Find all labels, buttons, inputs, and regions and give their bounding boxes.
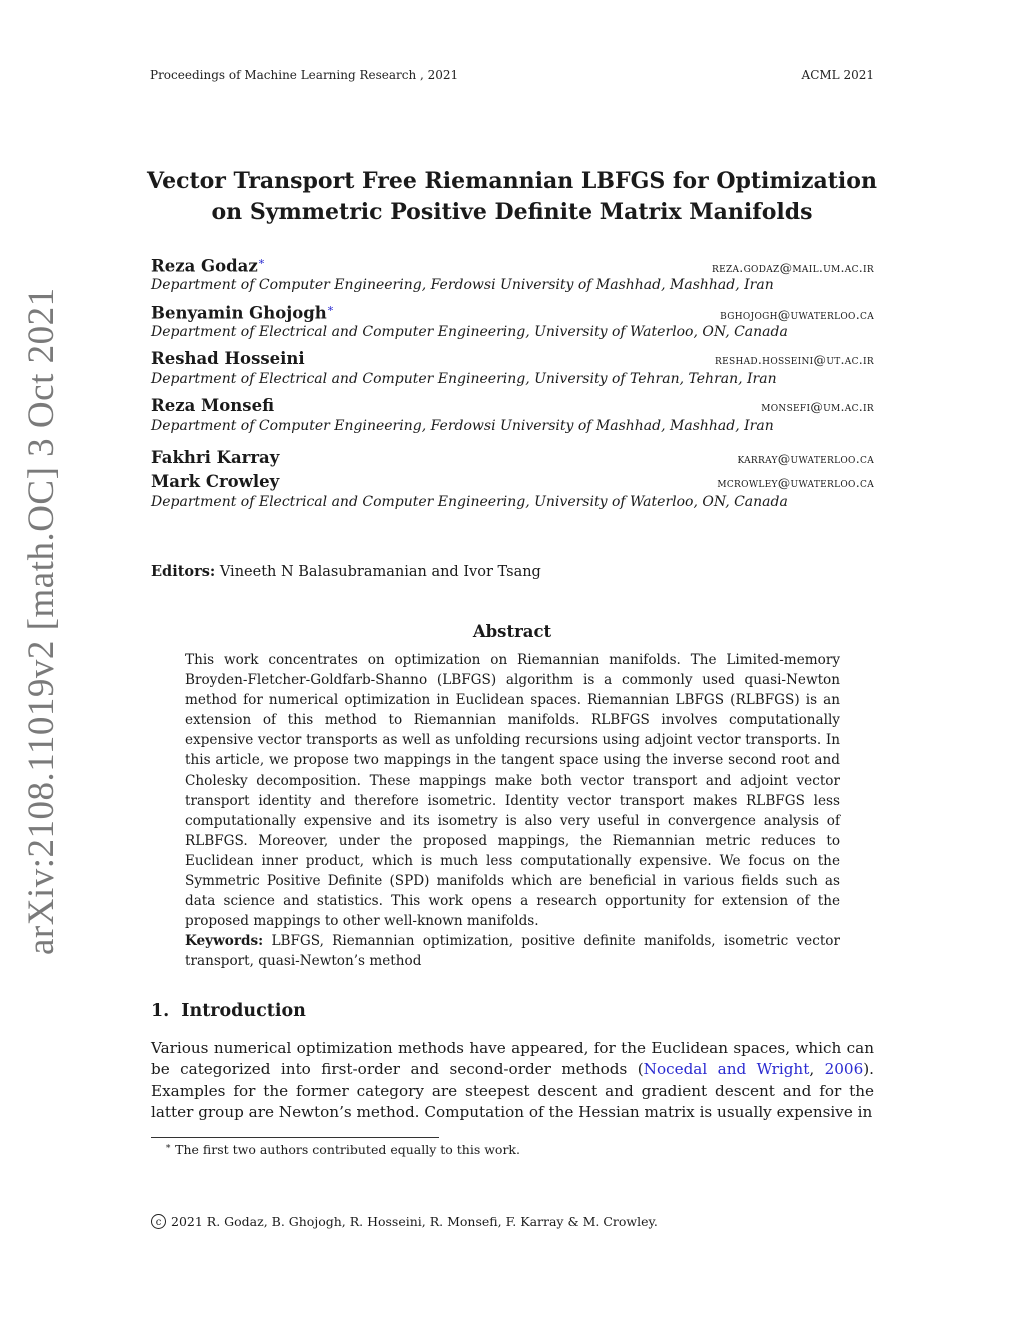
footnote-mark: ∗ bbox=[165, 1142, 172, 1152]
author-affiliation: Department of Computer Engineering, Ferdowsi University of Mashhad, Mashhad, Iran bbox=[151, 277, 774, 293]
equal-contribution-mark: ∗ bbox=[326, 302, 335, 315]
copyright-line bbox=[151, 1214, 658, 1229]
header-conference: ACML 2021 bbox=[801, 68, 874, 82]
section-heading bbox=[151, 1001, 306, 1021]
copyright-icon: c bbox=[151, 1214, 166, 1229]
citation-separator: , bbox=[809, 1060, 825, 1079]
keywords-label: Keywords: bbox=[185, 933, 264, 950]
intro-text-start: Various numerical optimization methods have appeared, for the Euclidean spaces, which can be categorized into first-order and second-order methods ( bbox=[151, 1039, 874, 1079]
author-affiliation: Department of Electrical and Computer Engineering, University of Waterloo, ON, Canada bbox=[151, 324, 788, 340]
header-venue: Proceedings of Machine Learning Research , 2021 bbox=[150, 68, 459, 82]
footnote-text: The first two authors contributed equally to this work. bbox=[175, 1142, 520, 1158]
equal-contribution-mark: ∗ bbox=[257, 255, 266, 268]
author-name: Reza Godaz∗ bbox=[151, 255, 266, 276]
running-header bbox=[150, 68, 874, 82]
author-name: Benyamin Ghojogh∗ bbox=[151, 302, 335, 323]
introduction-paragraph bbox=[151, 1038, 874, 1124]
author-affiliation: Department of Electrical and Computer Engineering, University of Tehran, Tehran, Iran bbox=[151, 371, 777, 387]
abstract-heading: Abstract bbox=[472, 622, 552, 641]
citation-year-link[interactable]: 2006 bbox=[824, 1060, 864, 1079]
footnote-divider bbox=[151, 1137, 439, 1138]
section-number: 1. bbox=[151, 1001, 170, 1021]
arxiv-identifier: arXiv:2108.11019v2 [math.OC] 3 Oct 2021 bbox=[21, 287, 62, 955]
intro-text-end: ). Examples for the former category are steepest descent and gradient descent and for the latter group are Newton’s method. Computation of the Hessian matrix is usually expensive in bbox=[151, 1060, 874, 1122]
editors-names: Vineeth N Balasubramanian and Ivor Tsang bbox=[219, 564, 541, 580]
title-line-1: Vector Transport Free Riemannian LBFGS for Optimization bbox=[147, 168, 877, 194]
author-name: Mark Crowley bbox=[151, 472, 280, 491]
author-list bbox=[151, 255, 874, 519]
abstract-body bbox=[185, 650, 840, 972]
author-email[interactable]: mcrowley@uwaterloo.ca bbox=[717, 475, 874, 490]
author-email[interactable]: karray@uwaterloo.ca bbox=[737, 451, 874, 466]
author-block bbox=[151, 349, 874, 389]
author-block bbox=[151, 302, 874, 342]
citation-link[interactable]: Nocedal and Wright bbox=[643, 1060, 810, 1079]
author-email[interactable]: reza.godaz@mail.um.ac.ir bbox=[712, 259, 874, 275]
author-affiliation: Department of Computer Engineering, Ferdowsi University of Mashhad, Mashhad, Iran bbox=[151, 418, 774, 434]
author-affiliation: Department of Electrical and Computer Engineering, University of Waterloo, ON, Canada bbox=[151, 494, 788, 510]
author-name: Reshad Hosseini bbox=[151, 349, 305, 368]
author-email[interactable]: reshad.hosseini@ut.ac.ir bbox=[715, 352, 874, 367]
author-block bbox=[151, 448, 874, 512]
author-block bbox=[151, 396, 874, 436]
author-block bbox=[151, 255, 874, 295]
paper-title bbox=[120, 166, 904, 228]
keywords bbox=[185, 931, 840, 971]
author-email[interactable]: bghojogh@uwaterloo.ca bbox=[720, 306, 874, 322]
editors-label: Editors: bbox=[151, 563, 216, 580]
copyright-text: 2021 R. Godaz, B. Ghojogh, R. Hosseini, R. Monsefi, F. Karray & M. Crowley. bbox=[171, 1214, 658, 1229]
author-name: Fakhri Karray bbox=[151, 448, 280, 467]
keywords-list: LBFGS, Riemannian optimization, positive definite manifolds, isometric vector transport, quasi-Newton’s method bbox=[185, 933, 840, 970]
title-line-2: on Symmetric Positive Definite Matrix Manifolds bbox=[211, 199, 813, 225]
author-email[interactable]: monsefi@um.ac.ir bbox=[761, 399, 874, 414]
footnote bbox=[165, 1142, 520, 1157]
section-title: Introduction bbox=[181, 1001, 306, 1021]
abstract-text: This work concentrates on optimization on Riemannian manifolds. The Limited-memory Broyden-Fletcher-Goldfarb-Shanno (LBFGS) algorithm is a commonly used quasi-Newton method for numerical optimization in Euclidean spaces. Riemannian LBFGS (RLBFGS) is an extension of this method to Riemannian manifolds. RLBFGS involves computationally expensive vector transports as well as unfolding recursions using adjoint vector transports. In this article, we propose two mappings in the tangent space using the inverse second root and Cholesky decomposition. These mappings make both vector transport and adjoint vector transport identity and therefore isometric. Identity vector transport makes RLBFGS less computationally expensive and its isometry is also very useful in convergence analysis of RLBFGS. Moreover, under the proposed mappings, the Riemannian metric reduces to Euclidean inner product, which is much less computationally expensive. We focus on the Symmetric Positive Definite (SPD) manifolds which are beneficial in various fields such as data science and statistics. This work opens a research opportunity for extension of the proposed mappings to other well-known manifolds. bbox=[185, 652, 840, 930]
editors-line bbox=[151, 563, 541, 580]
author-name: Reza Monsefi bbox=[151, 396, 275, 415]
